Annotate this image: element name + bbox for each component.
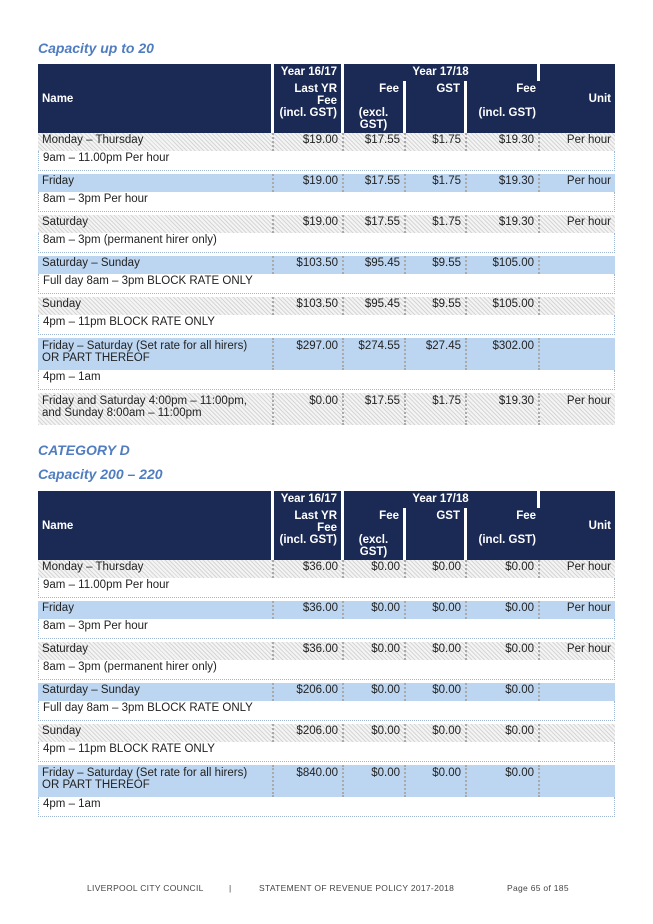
row-description: 4pm – 1am [38,370,615,390]
row-unit: Per hour [540,215,615,233]
row-gst: $0.00 [406,642,467,660]
header-fee-incl [467,508,540,560]
row-fee: $95.45 [344,256,406,274]
row-fee-incl: $19.30 [467,393,540,425]
fee-table-2 [38,491,615,817]
row-fee: $274.55 [344,338,406,370]
row-last-fee: $36.00 [274,560,344,578]
row-last-fee: $206.00 [274,683,344,701]
row-fee: $17.55 [344,174,406,192]
row-description: 9am – 11.00pm Per hour [38,578,615,598]
row-fee-incl: $0.00 [467,724,540,742]
row-name: Saturday [38,215,274,233]
header-fee-incl [467,81,540,133]
row-gst: $9.55 [406,256,467,274]
header-fee-label: Fee [379,510,399,522]
row-description: 8am – 3pm Per hour [38,619,615,639]
capacity-heading-2: Capacity 200 – 220 [38,466,163,482]
table-row [38,338,615,370]
row-unit: Per hour [540,642,615,660]
row-fee-incl: $19.30 [467,215,540,233]
row-fee: $0.00 [344,601,406,619]
row-unit [540,297,615,315]
header-fee-incl-label: Fee [516,510,537,522]
row-last-fee: $36.00 [274,601,344,619]
header-last-fee-label: Fee [317,95,337,107]
header-year-cur: Year 17/18 [344,491,540,508]
header-last-yr: Last YR [294,510,337,522]
row-name: Friday [38,174,274,192]
row-gst: $27.45 [406,338,467,370]
row-last-fee: $19.00 [274,133,344,151]
row-gst: $0.00 [406,724,467,742]
header-excl-gst: GST) [359,546,388,558]
row-description: 8am – 3pm (permanent hirer only) [38,233,615,253]
row-fee: $0.00 [344,765,406,797]
row-fee-incl: $105.00 [467,256,540,274]
row-gst: $0.00 [406,601,467,619]
row-unit [540,256,615,274]
header-excl: (excl. [358,534,389,546]
row-name: Monday – Thursday [38,560,274,578]
row-description: 9am – 11.00pm Per hour [38,151,615,171]
table-row [38,393,615,425]
table-row [38,297,615,315]
row-unit: Per hour [540,560,615,578]
header-fee-incl-label: Fee [516,83,537,95]
row-last-fee: $103.50 [274,256,344,274]
row-name: Saturday – Sunday [38,256,274,274]
table-row [38,642,615,660]
header-incl: (incl. GST) [478,107,537,119]
header-year-prev: Year 16/17 [274,64,344,81]
header-unit: Unit [540,491,615,560]
fee-table-1 [38,64,615,425]
table-row [38,765,615,797]
row-name: Sunday [38,297,274,315]
row-fee: $17.55 [344,133,406,151]
row-gst: $1.75 [406,133,467,151]
table-row [38,601,615,619]
row-last-fee: $0.00 [274,393,344,425]
header-fee-excl [344,81,406,133]
row-gst: $0.00 [406,765,467,797]
header-fee-excl [344,508,406,560]
row-fee-incl: $19.30 [467,133,540,151]
row-gst: $1.75 [406,215,467,233]
row-fee: $0.00 [344,642,406,660]
table-row [38,560,615,578]
table-row [38,174,615,192]
row-fee-incl: $19.30 [467,174,540,192]
row-name: Saturday [38,642,274,660]
row-fee-incl: $0.00 [467,601,540,619]
row-fee: $0.00 [344,683,406,701]
header-fee-label: Fee [379,83,399,95]
row-fee: $0.00 [344,724,406,742]
row-name: Monday – Thursday [38,133,274,151]
header-year-cur: Year 17/18 [344,64,540,81]
row-name: Friday – Saturday (Set rate for all hirers) OR PART THEREOF [38,765,274,797]
header-gst: GST [406,508,467,560]
row-gst: $9.55 [406,297,467,315]
row-description: Full day 8am – 3pm BLOCK RATE ONLY [38,274,615,294]
row-gst: $0.00 [406,683,467,701]
row-unit: Per hour [540,174,615,192]
header-last-incl: (incl. GST) [279,534,337,546]
row-description: 4pm – 1am [38,797,615,817]
table-row [38,133,615,151]
row-name: Friday – Saturday (Set rate for all hirers) OR PART THEREOF [38,338,274,370]
header-year-prev: Year 16/17 [274,491,344,508]
row-name: Friday [38,601,274,619]
row-description: Full day 8am – 3pm BLOCK RATE ONLY [38,701,615,721]
header-last-incl: (incl. GST) [279,107,337,119]
row-unit: Per hour [540,393,615,425]
row-gst: $1.75 [406,393,467,425]
table-row [38,724,615,742]
category-heading: CATEGORY D [38,442,130,458]
header-name: Name [38,491,274,560]
row-fee-incl: $302.00 [467,338,540,370]
table-row [38,256,615,274]
row-name: Sunday [38,724,274,742]
row-last-fee: $297.00 [274,338,344,370]
footer-org: LIVERPOOL CITY COUNCIL [87,883,204,893]
header-unit: Unit [540,64,615,133]
header-gst: GST [406,81,467,133]
row-fee: $17.55 [344,215,406,233]
row-last-fee: $103.50 [274,297,344,315]
row-description: 4pm – 11pm BLOCK RATE ONLY [38,742,615,762]
header-incl: (incl. GST) [478,534,537,546]
header-excl-gst: GST) [359,119,388,131]
row-fee: $0.00 [344,560,406,578]
row-unit [540,724,615,742]
row-last-fee: $36.00 [274,642,344,660]
row-name: Saturday – Sunday [38,683,274,701]
row-description: 8am – 3pm (permanent hirer only) [38,660,615,680]
row-fee: $95.45 [344,297,406,315]
row-gst: $0.00 [406,560,467,578]
row-unit [540,765,615,797]
row-fee-incl: $0.00 [467,765,540,797]
row-fee-incl: $105.00 [467,297,540,315]
footer-page-number: Page 65 of 185 [507,883,569,893]
row-gst: $1.75 [406,174,467,192]
footer-doc-title: STATEMENT OF REVENUE POLICY 2017-2018 [259,883,455,893]
row-fee-incl: $0.00 [467,642,540,660]
row-last-fee: $840.00 [274,765,344,797]
row-last-fee: $19.00 [274,174,344,192]
footer-separator: | [229,883,232,893]
header-excl: (excl. [358,107,389,119]
header-last-fee [274,508,344,560]
row-last-fee: $19.00 [274,215,344,233]
table-row [38,683,615,701]
header-last-fee [274,81,344,133]
capacity-heading-1: Capacity up to 20 [38,40,154,56]
row-fee-incl: $0.00 [467,683,540,701]
row-unit: Per hour [540,601,615,619]
row-last-fee: $206.00 [274,724,344,742]
row-fee: $17.55 [344,393,406,425]
row-description: 8am – 3pm Per hour [38,192,615,212]
row-unit: Per hour [540,133,615,151]
row-unit [540,338,615,370]
row-description: 4pm – 11pm BLOCK RATE ONLY [38,315,615,335]
table-row [38,215,615,233]
header-last-fee-label: Fee [317,522,337,534]
header-name: Name [38,64,274,133]
row-name: Friday and Saturday 4:00pm – 11:00pm, and Sunday 8:00am – 11:00pm [38,393,274,425]
row-unit [540,683,615,701]
row-fee-incl: $0.00 [467,560,540,578]
header-last-yr: Last YR [294,83,337,95]
